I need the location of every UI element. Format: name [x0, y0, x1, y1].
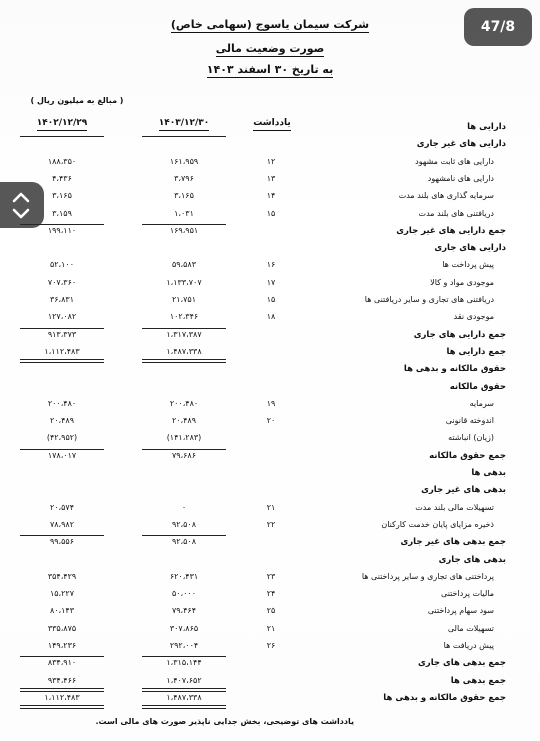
- row-note-ref: ۲۱: [266, 623, 276, 633]
- row-note-ref: ۲۶: [266, 641, 276, 650]
- row-label: جمع حقوق مالکانه و بدهی ها: [383, 692, 506, 703]
- row-value-previous: ۹۱۳،۳۷۳: [47, 329, 77, 339]
- row-value-previous: ۴،۴۳۶: [52, 173, 72, 183]
- scroll-control[interactable]: [0, 182, 44, 228]
- table-row: [0, 658, 540, 671]
- row-value-current: ۲۰،۴۸۹: [171, 416, 197, 426]
- table-row: [0, 451, 540, 464]
- row-value-previous: ۱۹۹،۱۱۰: [47, 225, 77, 235]
- total-double-rule: [142, 705, 226, 709]
- row-value-previous: (۴۲،۹۵۲): [46, 433, 78, 443]
- total-double-rule: [20, 705, 104, 709]
- row-note-ref: ۲۵: [266, 606, 276, 616]
- row-value-current: ۲۰۰،۴۸۰: [169, 398, 199, 408]
- row-note-ref: ۱۹: [266, 398, 276, 408]
- table-row: [0, 174, 540, 187]
- table-row: [0, 364, 540, 377]
- row-label: جمع دارایی های جاری: [413, 329, 506, 340]
- table-row: [0, 555, 540, 568]
- subtotal-rule: [20, 449, 104, 450]
- row-value-current: ۱،۰۳۱: [174, 208, 194, 218]
- statement-title: صورت وضعیت مالی: [215, 42, 325, 55]
- chevron-down-icon[interactable]: [12, 208, 30, 220]
- subtotal-rule: [20, 535, 104, 536]
- table-row: [0, 589, 540, 602]
- row-value-previous: ۱۵،۲۲۷: [49, 589, 75, 599]
- chevron-up-icon[interactable]: [12, 191, 30, 203]
- row-note-ref: ۱۴: [266, 191, 276, 201]
- table-row: [0, 312, 540, 325]
- row-value-current: ۱،۳۱۷،۳۸۷: [166, 329, 202, 339]
- row-label: بدهی ها: [471, 468, 506, 478]
- row-label: جمع دارایی های غیر جاری: [396, 225, 506, 236]
- row-value-previous: ۲۰،۵۷۴: [49, 502, 75, 512]
- row-label: جمع بدهی های غیر جاری: [400, 537, 506, 548]
- table-row: [0, 572, 540, 585]
- subtotal-rule: [142, 535, 226, 536]
- row-note-ref: ۲۰: [266, 416, 276, 426]
- row-label: (زیان) انباشته: [448, 433, 494, 443]
- row-note-ref: ۱۶: [266, 260, 276, 270]
- row-value-current: ۶۲۰،۴۳۱: [169, 571, 199, 581]
- row-value-current: ۹۲،۵۰۸: [171, 537, 197, 547]
- table-row: [0, 399, 540, 412]
- table-row: [0, 260, 540, 273]
- subtotal-rule: [142, 224, 226, 225]
- row-label: دارایی های غیر جاری: [416, 139, 506, 150]
- table-row: [0, 641, 540, 654]
- total-double-rule: [20, 359, 104, 363]
- row-value-previous: ۳۵۴،۴۲۹: [47, 571, 77, 581]
- row-value-previous: ۹۹،۵۵۶: [49, 537, 75, 547]
- row-value-current: ۱،۴۸۷،۳۳۸: [166, 692, 202, 702]
- row-value-previous: ۷۰۷،۳۶۰: [47, 277, 77, 287]
- row-value-previous: ۸۰،۱۴۳: [49, 606, 75, 616]
- table-row: [0, 624, 540, 637]
- total-double-rule: [142, 359, 226, 363]
- table-row: [0, 122, 540, 135]
- table-row: [0, 433, 540, 446]
- row-value-previous: ۵۲،۱۰۰: [49, 260, 75, 270]
- row-note-ref: ۲۳: [266, 571, 276, 581]
- subtotal-rule: [20, 656, 104, 657]
- row-value-current: ۱،۴۰۷،۶۵۲: [166, 675, 202, 685]
- row-label: موجودی مواد و کالا: [430, 277, 494, 287]
- row-value-current: ۲۱،۷۵۱: [171, 295, 197, 304]
- statement-date: به تاریخ ۳۰ اسفند ۱۴۰۳: [206, 63, 334, 76]
- row-label: سرمایه گذاری های بلند مدت: [398, 191, 494, 201]
- table-row: [0, 243, 540, 256]
- table-row: [0, 330, 540, 343]
- row-note-ref: ۲۲: [266, 519, 276, 529]
- row-label: دارایی ها: [467, 122, 506, 132]
- table-row: [0, 226, 540, 239]
- table-row: [0, 139, 540, 152]
- row-value-previous: ۲۰۰،۴۸۰: [47, 398, 77, 408]
- row-label: جمع دارایی ها: [446, 346, 506, 357]
- row-value-previous: ۱،۱۱۲،۴۸۳: [44, 346, 80, 356]
- total-double-rule: [20, 688, 104, 692]
- row-value-current: ۲۹۲،۰۰۴: [169, 641, 199, 650]
- row-value-current: ۳۰۷،۸۶۵: [169, 623, 199, 633]
- table-row: [0, 606, 540, 619]
- row-label: دریافتنی های بلند مدت: [418, 208, 494, 218]
- row-label: جمع حقوق مالکانه: [429, 450, 506, 461]
- subtotal-rule: [20, 328, 104, 329]
- row-value-current: ۱۶۱،۹۵۹: [169, 156, 199, 166]
- row-note-ref: ۱۳: [266, 173, 276, 183]
- table-row: [0, 485, 540, 498]
- row-value-current: (۱۴۱،۲۸۳): [166, 433, 202, 443]
- page-indicator: 47/8: [464, 8, 532, 46]
- row-note-ref: ۲۴: [266, 589, 276, 599]
- row-label: تسهیلات مالی: [447, 623, 494, 633]
- row-label: بدهی های غیر جاری: [421, 485, 506, 496]
- subtotal-rule: [142, 328, 226, 329]
- row-value-current: ۰: [181, 502, 187, 512]
- row-label: دارایی های ثابت مشهود: [415, 156, 494, 166]
- row-label: دریافتنی های تجاری و سایر دریافتنی ها: [364, 295, 494, 304]
- row-value-current: ۳،۱۶۵: [174, 191, 194, 201]
- row-label: جمع بدهی ها: [450, 675, 506, 686]
- table-row: [0, 157, 540, 170]
- table-row: [0, 520, 540, 533]
- row-label: بدهی های جاری: [438, 554, 506, 565]
- row-note-ref: ۲۱: [266, 502, 276, 512]
- table-row: [0, 209, 540, 222]
- row-value-previous: ۳۳۵،۸۷۵: [47, 623, 77, 633]
- row-label: مالیات پرداختنی: [441, 589, 494, 599]
- row-label: جمع بدهی های جاری: [418, 658, 506, 669]
- row-value-previous: ۱۸۸،۳۵۰: [47, 156, 77, 166]
- row-label: سرمایه: [469, 398, 494, 408]
- row-value-current: ۳،۷۹۶: [174, 173, 194, 183]
- table-row: [0, 191, 540, 204]
- table-row: [0, 278, 540, 291]
- row-note-ref: ۱۷: [266, 277, 276, 287]
- company-name: شرکت سیمان یاسوج (سهامی خاص): [170, 18, 370, 31]
- column-header-current: ۱۴۰۳/۱۲/۳۰: [142, 118, 226, 131]
- unit-note: ( مبالغ به میلیون ریال ): [30, 96, 124, 105]
- subtotal-rule: [142, 449, 226, 450]
- row-value-previous: ۳،۱۵۹: [52, 208, 72, 218]
- subtotal-rule: [142, 656, 226, 657]
- row-value-current: ۱،۴۸۷،۳۳۸: [166, 346, 202, 356]
- table-row: [0, 416, 540, 429]
- row-value-current: ۵۹،۵۸۳: [171, 260, 197, 270]
- row-value-current: ۵۰،۰۰۰: [171, 589, 197, 599]
- row-label: تسهیلات مالی بلند مدت: [415, 502, 494, 512]
- subtotal-rule: [20, 136, 104, 137]
- row-label: موجودی نقد: [453, 312, 494, 322]
- row-label: حقوق مالکانه و بدهی ها: [403, 364, 506, 375]
- row-value-previous: ۸۳۴،۹۱۰: [47, 658, 77, 668]
- footer-note: یادداشت های توضیحی، بخش جدایی ناپذیر صورت های مالی است.: [95, 717, 354, 726]
- row-value-previous: ۱۷۸،۰۱۷: [47, 450, 77, 460]
- row-note-ref: ۱۸: [266, 312, 276, 322]
- row-value-current: ۱،۱۳۳،۷۰۷: [166, 277, 202, 287]
- row-value-current: ۱۶۹،۹۵۱: [169, 225, 199, 235]
- row-value-current: ۹۲،۵۰۸: [171, 519, 197, 529]
- table-row: [0, 503, 540, 516]
- table-row: [0, 537, 540, 550]
- total-double-rule: [142, 688, 226, 692]
- row-value-previous: ۹۳۴،۴۶۶: [47, 675, 77, 685]
- table-row: [0, 468, 540, 481]
- row-label: سود سهام پرداختنی: [427, 606, 494, 616]
- row-value-previous: ۳۶،۸۳۱: [49, 295, 75, 304]
- row-label: پرداختنی های تجاری و سایر پرداختنی ها: [361, 571, 494, 581]
- row-value-previous: ۱،۱۱۲،۴۸۳: [44, 692, 80, 702]
- row-label: دارایی های نامشهود: [427, 173, 494, 183]
- subtotal-rule: [142, 136, 226, 137]
- row-label: حقوق مالکانه: [449, 381, 506, 392]
- table-row: [0, 295, 540, 308]
- row-value-current: ۱،۳۱۵،۱۴۴: [166, 658, 202, 668]
- row-value-previous: ۷۸،۹۸۲: [49, 519, 75, 529]
- table-row: [0, 382, 540, 395]
- row-label: ذخیره مزایای پایان خدمت کارکنان: [381, 519, 494, 529]
- column-header-previous: ۱۴۰۲/۱۲/۲۹: [20, 118, 104, 131]
- row-label: پیش پرداخت ها: [442, 260, 494, 270]
- row-label: دارایی های جاری: [434, 243, 506, 254]
- row-label: پیش دریافت ها: [443, 641, 494, 650]
- row-value-current: ۷۹،۴۶۴: [171, 606, 197, 616]
- row-value-previous: ۲۰،۴۸۹: [49, 416, 75, 426]
- row-value-previous: ۱۴۹،۲۳۶: [47, 641, 77, 650]
- row-value-previous: ۱۲۷،۰۸۲: [47, 312, 77, 322]
- row-value-current: ۷۹،۶۸۶: [171, 450, 197, 460]
- row-note-ref: ۱۵: [266, 208, 276, 218]
- row-note-ref: ۱۵: [266, 295, 276, 304]
- column-header-note: یادداشت: [252, 118, 292, 131]
- row-value-previous: ۳،۱۶۵: [52, 191, 72, 201]
- row-note-ref: ۱۲: [266, 156, 276, 166]
- row-value-current: ۱۰۲،۳۴۶: [169, 312, 199, 322]
- row-label: اندوخته قانونی: [445, 416, 494, 426]
